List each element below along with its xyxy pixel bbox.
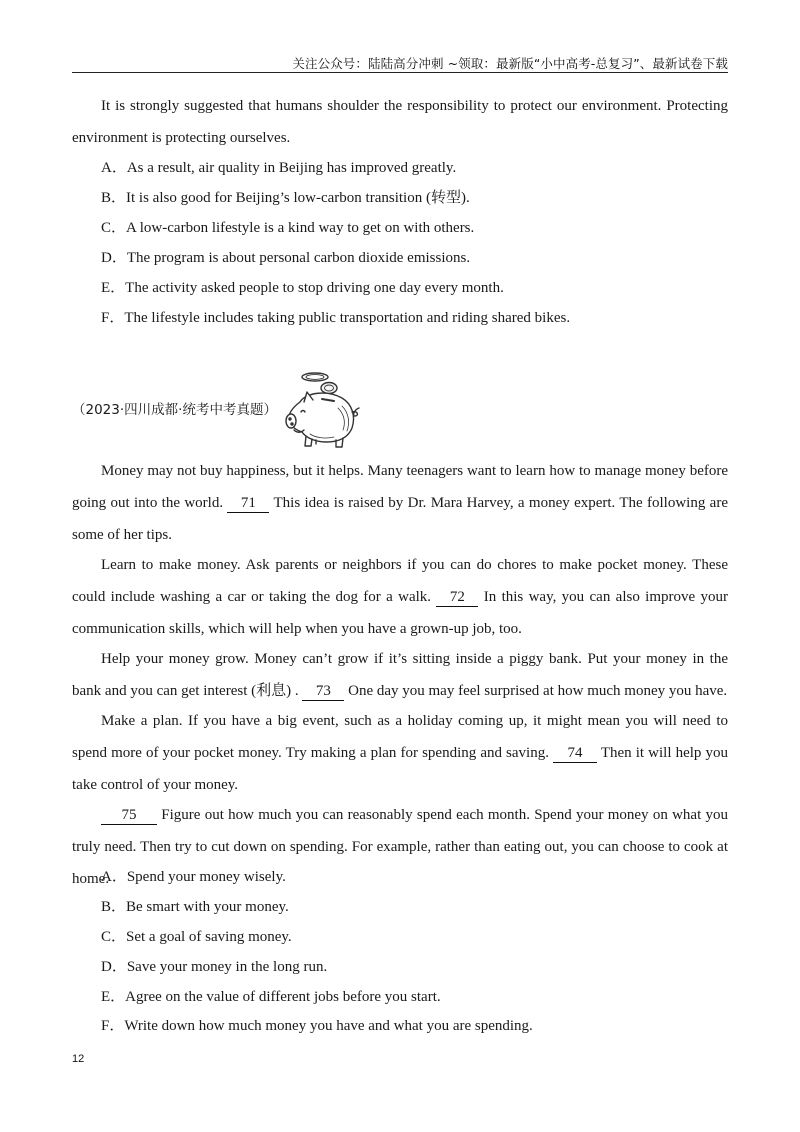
paragraph-text: Help your money grow. Money can’t grow if it’s sitting inside a piggy bank. Put your money in the bank and you can get interest (利息) . [72, 651, 728, 699]
paragraph-text: Make a plan. If you have a big event, such as a holiday coming up, it might mean you will need to spend more of your pocket money. Try making a plan for spending and saving. [72, 713, 728, 761]
answer-blank-72[interactable]: 72 [436, 588, 478, 607]
passage1-option-f: F．The lifestyle includes taking public transportation and riding shared bikes. [101, 310, 571, 326]
answer-blank-73[interactable]: 73 [302, 682, 344, 701]
passage2-paragraph-2 [72, 549, 728, 645]
piggy-bank-icon [280, 368, 362, 450]
question-source: （2023·四川成都·统考中考真题） [72, 402, 277, 418]
answer-blank-71[interactable]: 71 [227, 494, 269, 513]
page-number: 12 [72, 1053, 85, 1065]
passage2-paragraph-3 [72, 643, 728, 707]
paragraph-text: In this way, you can also improve your communication skills, which will help when you have a grown-up job, too. [72, 589, 729, 637]
paragraph-text: Learn to make money. Ask parents or neighbors if you can do chores to make pocket money. These could include washing a car or taking the dog for a walk. [72, 557, 728, 605]
passage2-option-a: A．Spend your money wisely. [101, 869, 286, 885]
passage2-option-e: E．Agree on the value of different jobs before you start. [101, 989, 441, 1005]
paragraph-text: One day you may feel surprised at how much money you have. [348, 683, 728, 699]
passage1-option-b: B．It is also good for Beijing’s low-carbon transition (转型). [101, 190, 470, 206]
paragraph-text: This idea is raised by Dr. Mara Harvey, a money expert. The following are some of her tips. [72, 495, 728, 543]
passage1-option-d: D．The program is about personal carbon dioxide emissions. [101, 250, 471, 266]
passage2-paragraph-1 [72, 455, 728, 551]
paragraph-text: Then it will help you take control of your money. [72, 745, 728, 793]
passage1-option-c: C．A low-carbon lifestyle is a kind way to get on with others. [101, 220, 475, 236]
answer-blank-74[interactable]: 74 [553, 744, 597, 763]
passage2-option-b: B．Be smart with your money. [101, 899, 289, 915]
header-divider [72, 72, 728, 73]
page-header: 关注公众号：陆陆高分冲刺 ~领取：最新版“小中高考-总复习”、最新试卷下载 [292, 56, 728, 71]
passage2-option-d: D．Save your money in the long run. [101, 959, 328, 975]
passage2-paragraph-4 [72, 705, 728, 801]
passage1-option-e: E．The activity asked people to stop driving one day every month. [101, 280, 504, 296]
passage1-option-a: A．As a result, air quality in Beijing has improved greatly. [101, 160, 457, 176]
passage2-option-c: C．Set a goal of saving money. [101, 929, 292, 945]
passage1-ending-paragraph: It is strongly suggested that humans shoulder the responsibility to protect our environment. Protecting environment is protecting ourselves. [72, 98, 728, 146]
passage2-option-f: F．Write down how much money you have and what you are spending. [101, 1018, 533, 1034]
paragraph-text: Money may not buy happiness, but it helps. Many teenagers want to learn how to manage money before going out into the world. [72, 463, 728, 511]
answer-blank-75[interactable]: 75 [101, 806, 157, 825]
paragraph-text: Figure out how much you can reasonably spend each month. Spend your money on what you truly need. Then try to cut down on spending. For example, rather than eating out, you can choose to cook at home. [72, 807, 728, 887]
